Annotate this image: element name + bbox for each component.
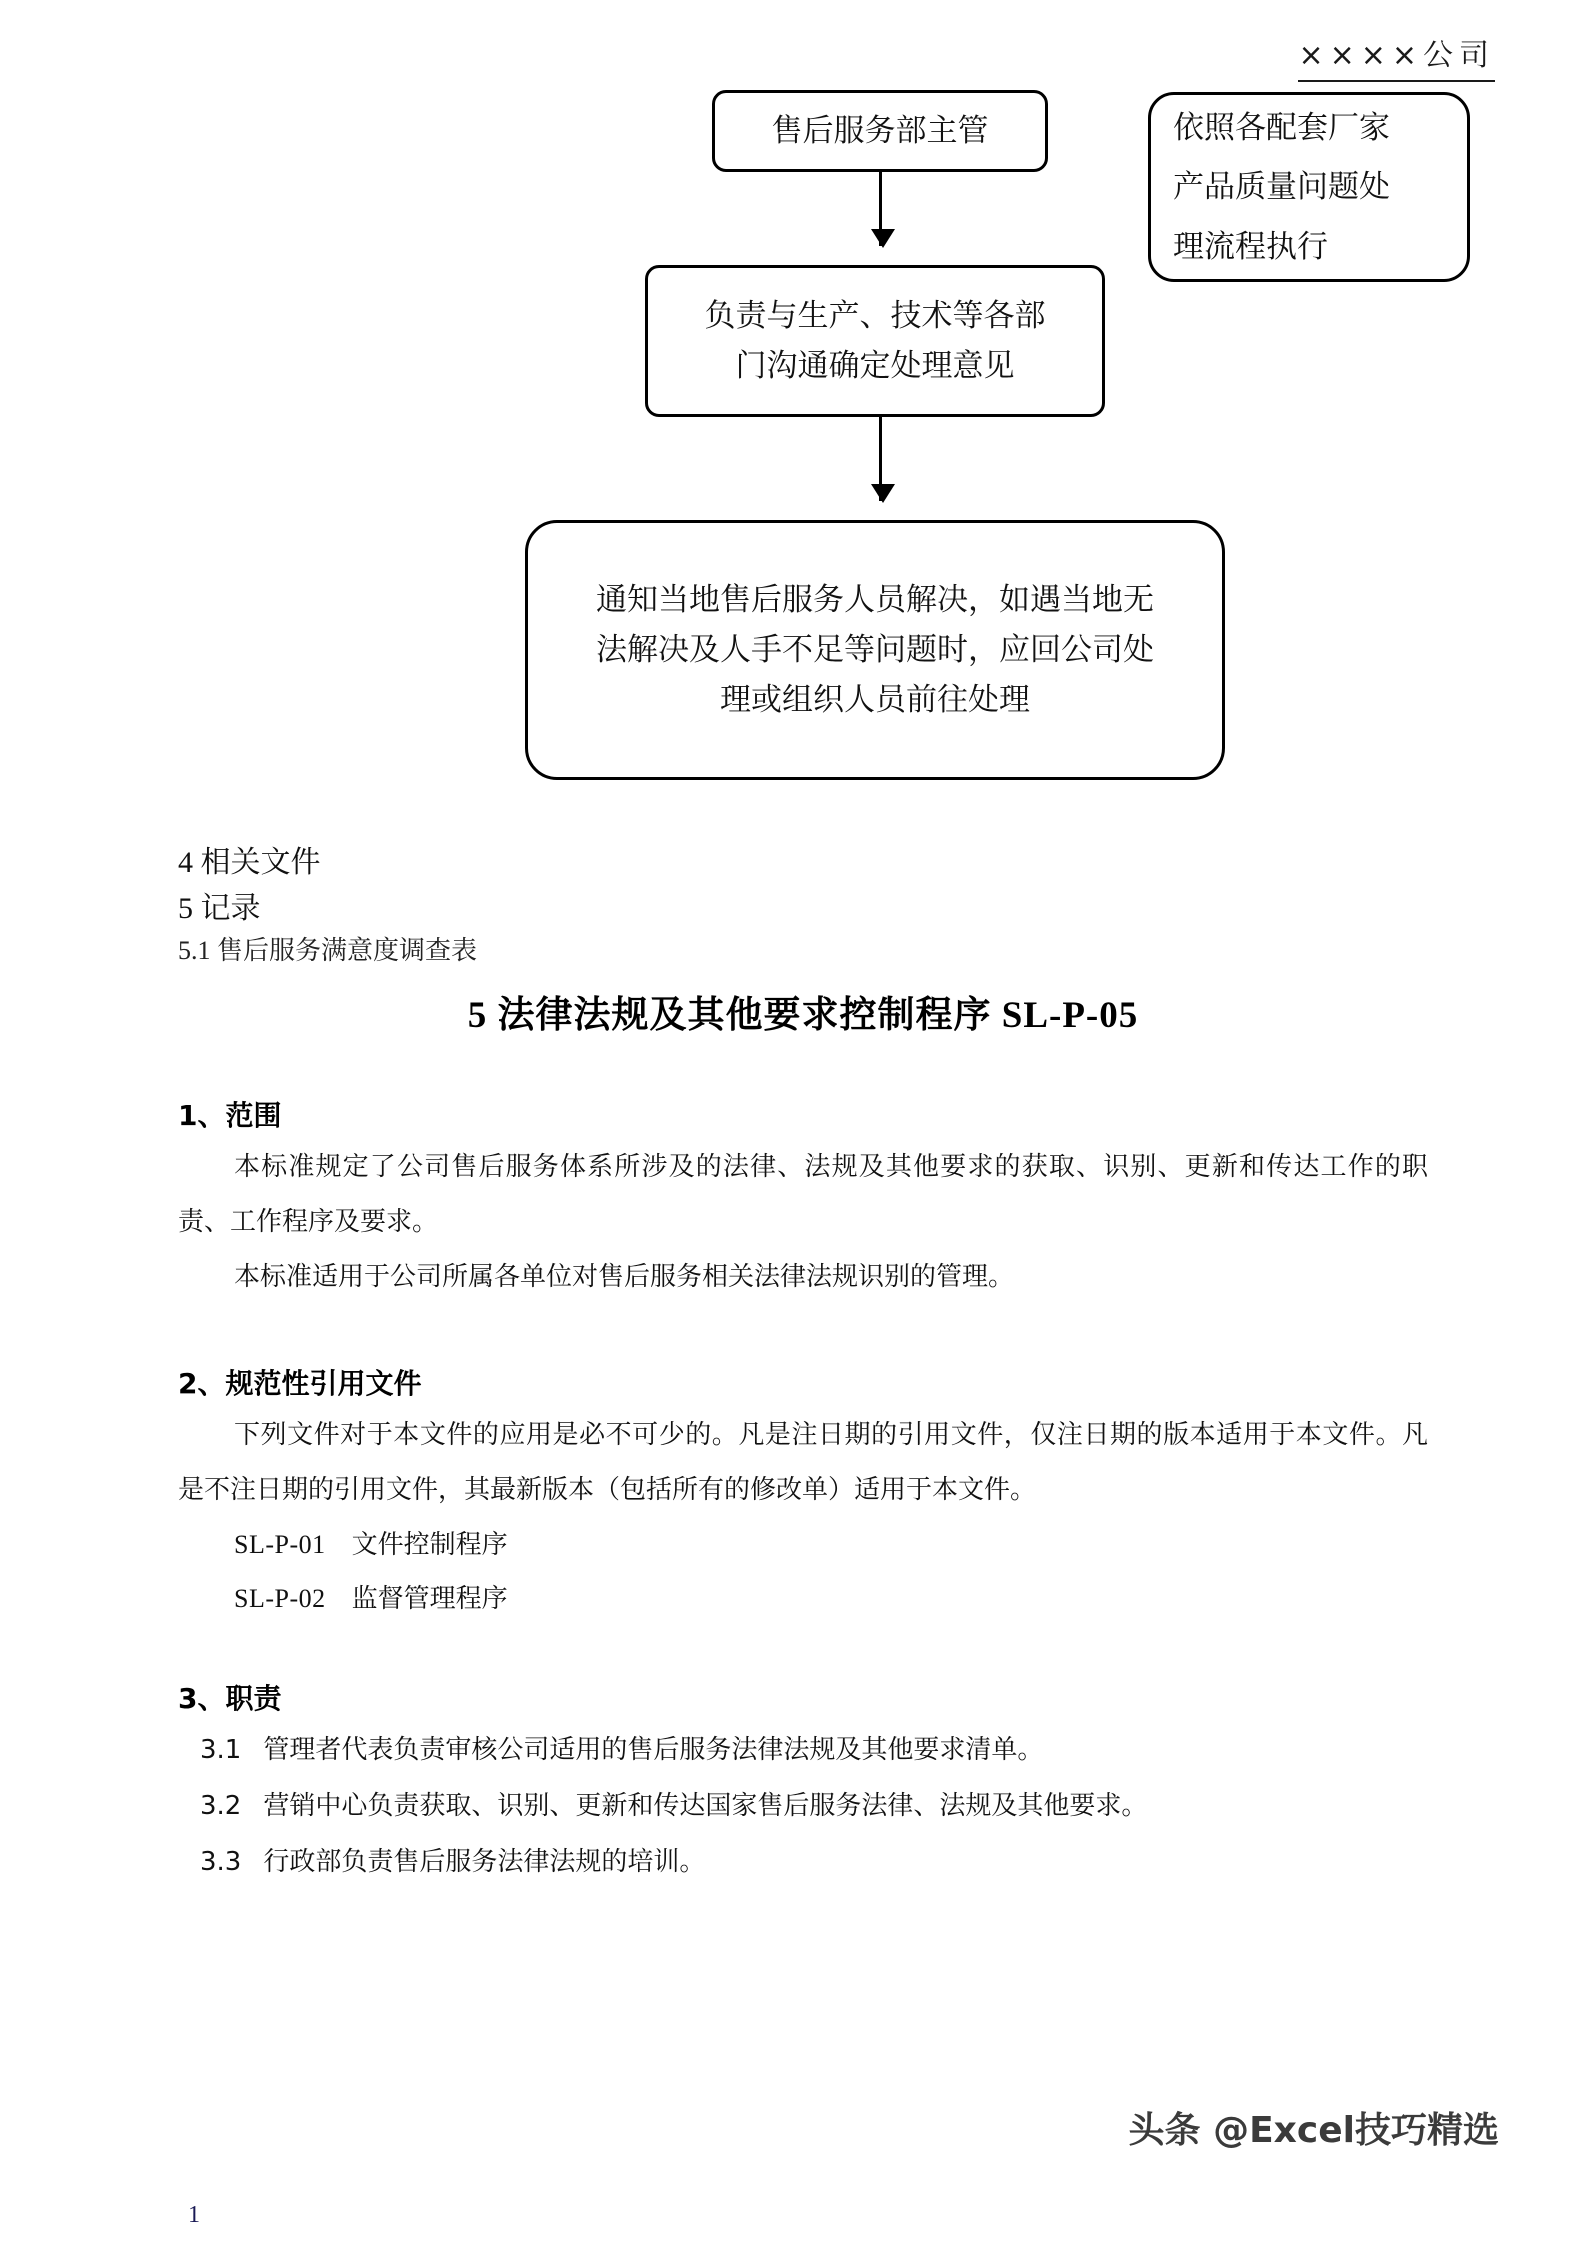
flow-box-coordinate-line-1: 负责与生产、技术等各部 [704, 297, 1046, 333]
duty-text-3-2: 营销中心负责获取、识别、更新和传达国家售后服务法律、法规及其他要求。 [263, 1790, 1148, 1821]
document-body [178, 840, 1428, 1891]
duty-number-3-3: 3.3 [200, 1846, 242, 1877]
duty-item-3-3 [178, 1835, 1428, 1891]
section-5-records: 5 记录 [178, 891, 261, 925]
duty-text-3-3: 行政部负责售后服务法律法规的培训。 [263, 1846, 706, 1877]
flow-box-coordinate-line-2: 门沟通确定处理意见 [735, 348, 1015, 383]
paragraph-scope-2: 本标准适用于公司所属各单位对售后服务相关法律法规识别的管理。 [234, 1262, 1015, 1293]
flow-box-supplier-note [1148, 92, 1470, 282]
flow-box-coordinate [645, 265, 1105, 417]
flow-box-supervisor-line-1: 售后服务部主管 [771, 112, 989, 148]
company-header: ××××公司 [1298, 30, 1495, 82]
duty-item-3-1 [178, 1723, 1428, 1779]
duty-number-3-2: 3.2 [200, 1790, 242, 1821]
reference-code-1: SL-P-01 [234, 1529, 326, 1559]
flow-box-notify-line-2: 法解决及人手不足等问题时，应回公司处 [596, 631, 1154, 667]
flow-box-supplier-note-line-1: 依照各配套厂家 [1173, 109, 1390, 145]
flow-box-supplier-note-line-2: 产品质量问题处 [1173, 169, 1390, 205]
page-title: 5 法律法规及其他要求控制程序 SL-P-05 [467, 995, 1139, 1037]
reference-item-2 [178, 1572, 1428, 1627]
reference-name-1: 文件控制程序 [351, 1529, 508, 1559]
reference-item-1 [178, 1518, 1428, 1573]
page-number: 1 [188, 2202, 200, 2228]
heading-responsibilities: 3、职责 [178, 1681, 282, 1715]
heading-normative-references: 2、规范性引用文件 [178, 1366, 422, 1400]
reference-name-2: 监督管理程序 [351, 1584, 508, 1614]
watermark: 头条 @Excel技巧精选 [1128, 2110, 1499, 2151]
flow-box-supervisor [712, 90, 1048, 172]
flow-box-notify-line-3: 理或组织人员前往处理 [720, 682, 1030, 718]
flowchart [0, 0, 1587, 880]
flow-box-notify [525, 520, 1225, 780]
heading-scope: 1、范围 [178, 1099, 282, 1133]
paragraph-normative-references-1: 下列文件对于本文件的应用是必不可少的。凡是注日期的引用文件，仅注日期的版本适用于本文件。凡是不注日期的引用文件，其最新版本（包括所有的修改单）适用于本文件。 [178, 1419, 1428, 1505]
flow-arrow-supervisor-to-coordinate [879, 172, 882, 246]
duty-text-3-1: 管理者代表负责审核公司适用的售后服务法律法规及其他要求清单。 [263, 1734, 1044, 1765]
paragraph-scope-1: 本标准规定了公司售后服务体系所涉及的法律、法规及其他要求的获取、识别、更新和传达工作的职责、工作程序及要求。 [178, 1152, 1428, 1238]
duty-item-3-2 [178, 1779, 1428, 1835]
flow-arrow-coordinate-to-notify [879, 417, 882, 501]
duty-number-3-1: 3.1 [200, 1734, 242, 1765]
reference-code-2: SL-P-02 [234, 1584, 326, 1614]
section-4-related-documents: 4 相关文件 [178, 846, 321, 879]
section-5-1-satisfaction-survey: 5.1 售后服务满意度调查表 [178, 936, 478, 966]
flow-box-notify-line-1: 通知当地售后服务人员解决，如遇当地无 [596, 581, 1154, 617]
flow-box-supplier-note-line-3: 理流程执行 [1173, 228, 1328, 264]
